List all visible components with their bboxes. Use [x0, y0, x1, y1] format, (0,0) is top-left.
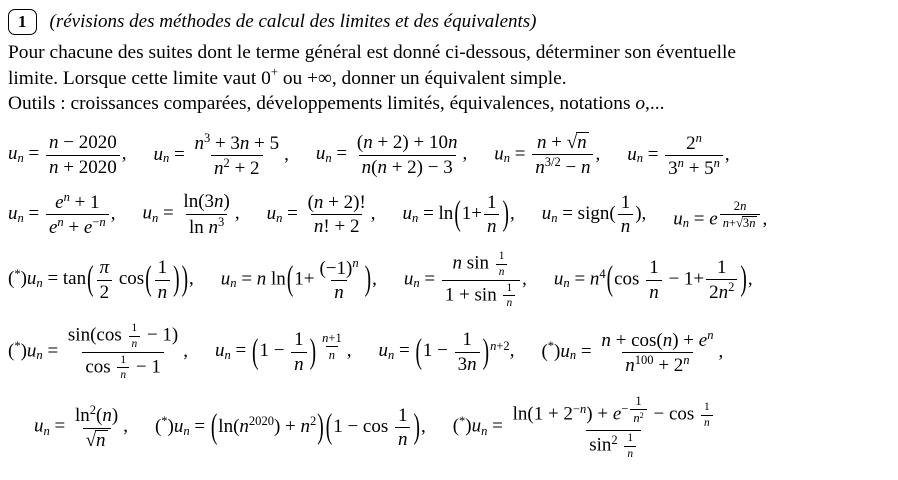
- formula: (*)un = sin(cos $\frac{1}{n}$ − 1) cos $\frac{1}{n}$ − 1 ,: [8, 322, 188, 382]
- formula: un = $\frac{n3 + 3n + 5}{n2 + 2}$ ,: [153, 130, 289, 179]
- formula: un = n ln(1+ $\frac{(-1)n}{n}$ ),: [220, 255, 377, 304]
- formula: un = $\frac{n + √n}{n3/2 - n}$ ,: [494, 131, 601, 179]
- formula: un = $\frac{2n}{3n + 5n}$ ,: [627, 130, 730, 179]
- exercise-number-box: [8, 9, 37, 35]
- intro-line-2: limite. Lorsque cette limite vaut 0+ ou +∞, donner un équivalent simple.: [8, 65, 567, 89]
- exercise-header: [8, 9, 890, 35]
- formula: un = $\frac{n - 2020}{n + 2020}$ ,: [8, 132, 127, 178]
- math-row-2: [8, 191, 890, 238]
- formula: un = $\frac{\ln(3n)}{\text{ln n3}}$ ,: [142, 191, 240, 238]
- math-row-5: [34, 394, 890, 461]
- formula: un = $\frac{(n + 2)!}{n! + 2}$ ,: [266, 191, 376, 237]
- formula: un = sign( $\frac{1}{n}$ ),: [541, 191, 647, 237]
- math-row-1: [8, 132, 890, 179]
- formula: un = ln(1+ $\frac{1}{n}$ ),: [402, 191, 515, 237]
- formula: (*)un = $\frac{n + \cos(n) + en}{n100 + 2n}$ ,: [541, 327, 724, 376]
- formula: (*)un = (ln(n2020) + n2) (1 − cos $\frac{1}{n}$ ),: [154, 404, 426, 451]
- math-row-4: [8, 322, 890, 382]
- formula: (*)un = ln(1 + 2−n) + e− $\frac{1}{n2}$ − cos $\frac{1}{n}$ sin2 $\frac{1}{n}$: [453, 394, 720, 461]
- formula: un = n sin $\frac{1}{n}$ 1 + sin $\frac{1}{n}$ ,: [403, 250, 527, 310]
- intro-line-1: Pour chacune des suites dont le terme général est donné ci-dessous, déterminer son éventuelle: [8, 42, 736, 63]
- exercise-number: 1: [18, 12, 27, 31]
- math-row-3: [8, 250, 890, 310]
- formula: un = $\frac{en + 1}{en + e-n}$ ,: [8, 189, 116, 238]
- formulas-section: [8, 132, 890, 462]
- formula: un = $\frac{\ln 2(n)}{√n}$ ,: [34, 403, 128, 451]
- exercise-subtitle: (révisions des méthodes de calcul des limites et des équivalents): [49, 11, 537, 32]
- formula: un = $\frac{(n + 2) + 10n}{n(n + 2) - 3}$ ,: [315, 132, 468, 178]
- formula: un = e $\frac{2n}{n+√3n}$ ,: [673, 198, 768, 230]
- intro-line-3: Outils : croissances comparées, développements limités, équivalences, notations o,...: [8, 93, 665, 114]
- formula: (*)un = tan( $\frac{\pi}{2}$ cos( $\frac{1}{n}$ ) ),: [8, 257, 194, 303]
- formula: un = (1 − $\frac{1}{3n}$ )n+2,: [378, 329, 515, 375]
- intro-paragraph: [8, 40, 890, 117]
- formula: un = (1 − $\frac{1}{n}$ ) $\frac{n+1}{n}$ ,: [215, 329, 352, 375]
- formula: un = n4(cos $\frac{1}{n}$ − 1+ $\frac{1}{2n2}$ ),: [553, 256, 753, 304]
